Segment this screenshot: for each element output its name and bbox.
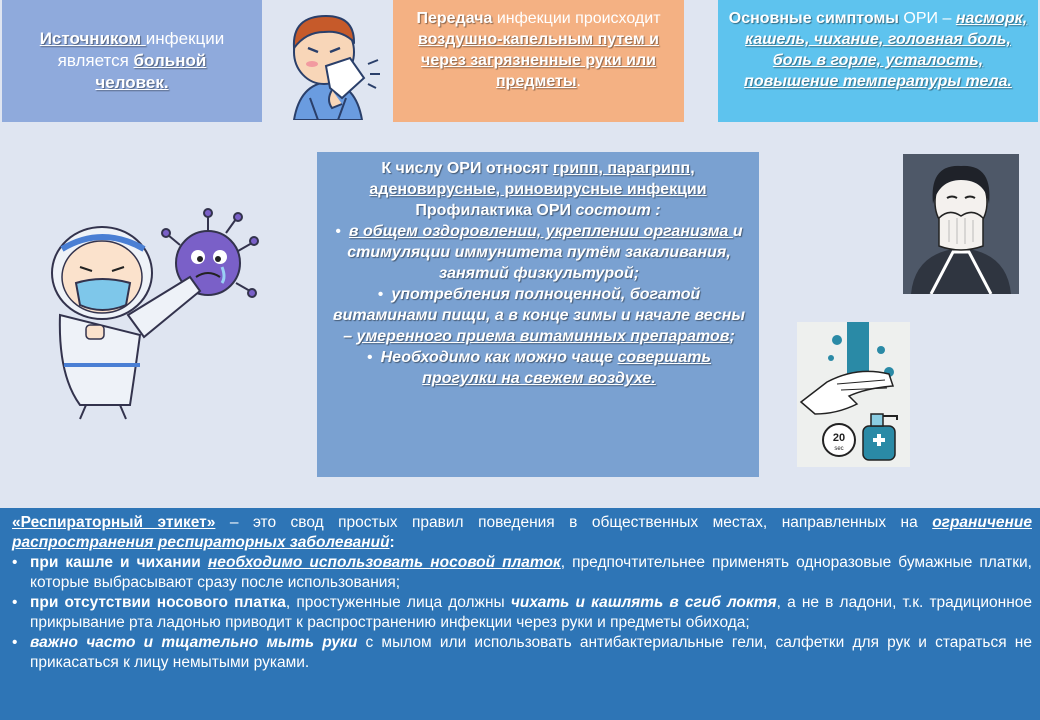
- hand-washing-icon: [797, 322, 910, 467]
- list-item: [12, 553, 1032, 593]
- infection-source-text: [20, 28, 244, 94]
- list-item-part: при кашле и чихании: [30, 554, 208, 571]
- list-item-part: при отсутствии носового платка: [30, 594, 286, 611]
- transmission-text-plain: инфекции происходит: [492, 10, 661, 27]
- prophylaxis-list: [327, 221, 749, 389]
- symptoms-box: [718, 0, 1038, 122]
- timer-unit: sec: [834, 446, 844, 452]
- etiquette-intro: [12, 513, 1032, 553]
- list-item-part: совершать прогулки на свежем воздухе.: [422, 349, 711, 387]
- bullet: •: [12, 554, 18, 571]
- woman-covering-face-icon: [903, 154, 1019, 294]
- bullet: •: [12, 594, 18, 611]
- timer-number: 20: [832, 432, 846, 444]
- ari-types-intro: К числу ОРИ относят: [381, 160, 553, 177]
- list-item-part: , простуженные лица должны: [285, 594, 511, 611]
- bullet: •: [12, 634, 18, 651]
- transmission-period: .: [576, 73, 581, 90]
- list-item-part: с мылом или использовать антибактериальные гели, салфетки для рук и стараться не прикасаться к лицу немытыми руками.: [30, 634, 1032, 671]
- list-item-part: употребления полноценной, богатой витаминами пищи, а в конце зимы и начале весны –: [332, 286, 746, 345]
- bullet: •: [377, 286, 384, 303]
- list-item: [327, 284, 749, 347]
- etiquette-goal: ограничение распространения респираторных заболеваний: [12, 514, 1032, 551]
- etiquette-colon: :: [389, 534, 395, 551]
- doctor-kicking-virus-icon: [40, 205, 270, 420]
- list-item-part: важно часто и тщательно мыть руки: [30, 634, 358, 651]
- list-item-part: , предпочтительнее применять одноразовые бумажные платки, которые выбрасывают сразу после использования;: [30, 554, 1032, 591]
- prophylaxis-heading: [327, 200, 749, 221]
- etiquette-list: [12, 553, 1032, 673]
- prophylaxis-consists: состоит :: [571, 202, 661, 219]
- source-text: инфекции является: [57, 29, 225, 70]
- list-item: [327, 221, 749, 284]
- list-item-part: Необходимо как можно чаще: [380, 349, 618, 366]
- symptoms-keyword: Основные симптомы: [728, 10, 899, 27]
- list-item: [327, 347, 749, 389]
- respiratory-etiquette-box: [0, 508, 1040, 720]
- prophylaxis-keyword: Профилактика ОРИ: [415, 202, 571, 219]
- transmission-route: воздушно-капельным путем и через загрязненные руки или предметы: [418, 31, 659, 90]
- prophylaxis-box: [317, 152, 759, 477]
- list-item-part: , а не в ладони, т.к. традиционное прикрывание рта ладонью приводит к распространению инфекции через руки и предметы обихода;: [30, 594, 1033, 631]
- list-item-part: в общем оздоровлении, укреплении организма: [348, 223, 733, 240]
- symptoms-text-plain: ОРИ –: [898, 10, 956, 27]
- bullet: •: [335, 223, 341, 240]
- ari-types-text: [327, 158, 749, 200]
- transmission-box: [393, 0, 684, 122]
- source-keyword: Источником: [39, 29, 146, 48]
- bullet: •: [367, 349, 373, 366]
- list-item-part: умеренного приема витаминных препаратов: [356, 328, 730, 345]
- list-item-part: и стимуляции иммунитета путём закаливания, занятий физкультурой;: [347, 223, 743, 282]
- infection-source-box: [2, 0, 262, 122]
- list-item-part: ;: [729, 328, 735, 345]
- symptoms-list: насморк, кашель, чихание, головная боль, боль в горле, усталость, повышение температуры тела.: [744, 10, 1028, 90]
- etiquette-keyword: «Респираторный этикет»: [12, 514, 216, 531]
- sneezing-boy-icon: [272, 8, 384, 120]
- source-person: больной человек.: [95, 51, 207, 92]
- list-item-part: чихать и кашлять в сгиб локтя: [510, 594, 777, 611]
- ari-types-list: грипп, парагрипп, аденовирусные, риновирусные инфекции: [369, 160, 707, 198]
- transmission-keyword: Передача: [416, 10, 493, 27]
- list-item-part: необходимо использовать носовой платок: [207, 554, 561, 571]
- symptoms-text: [726, 8, 1030, 92]
- list-item: [12, 633, 1032, 673]
- list-item: [12, 593, 1032, 633]
- transmission-text: [401, 8, 676, 92]
- etiquette-definition: – это свод простых правил поведения в общественных местах, направленных на: [215, 514, 933, 531]
